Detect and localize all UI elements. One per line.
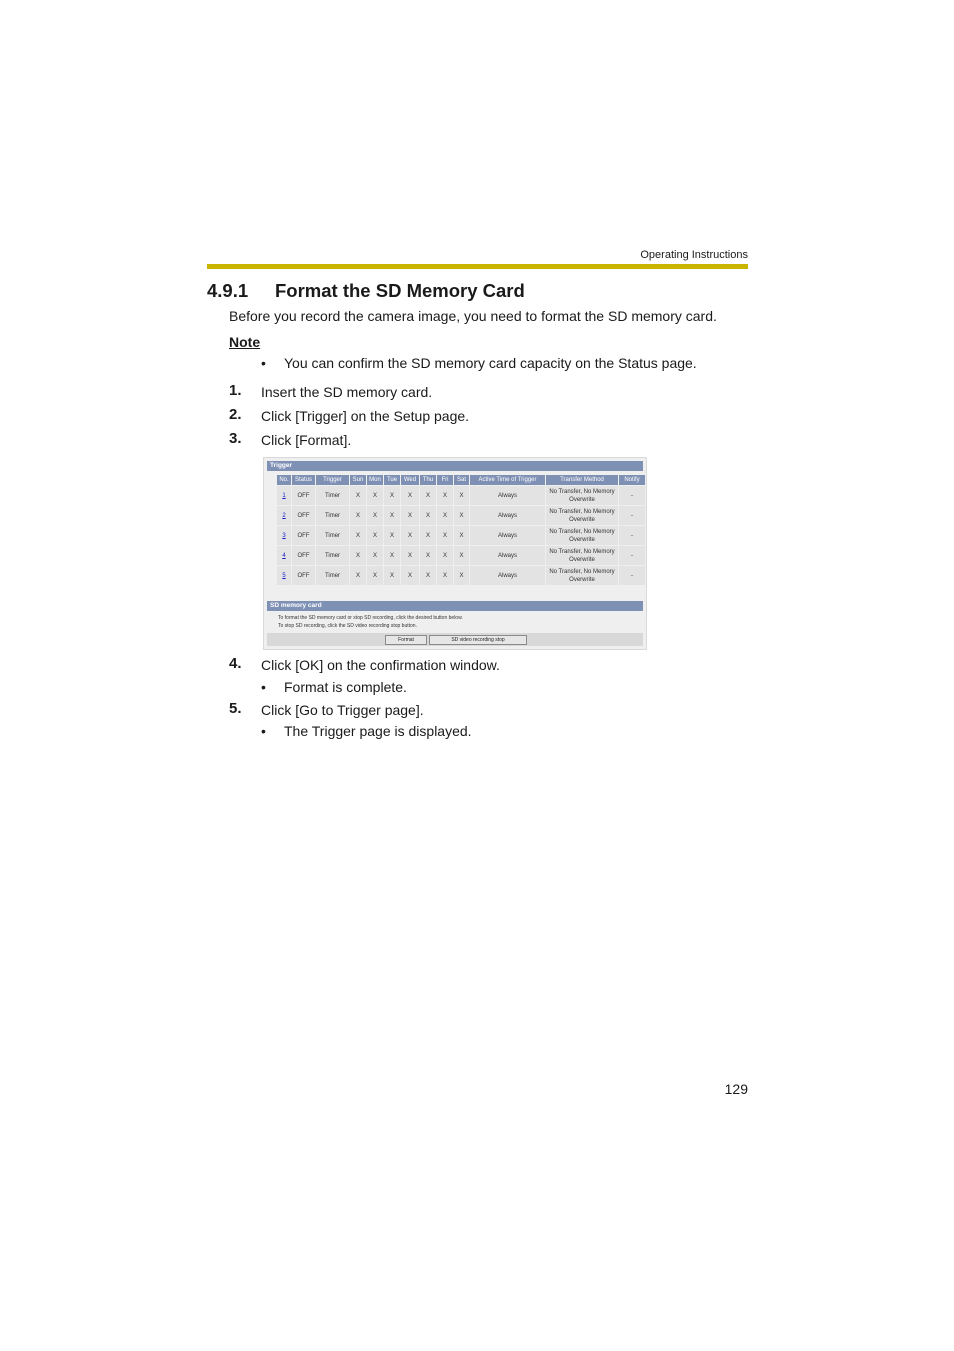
table-cell: X [454, 546, 469, 565]
col-header: Sat [454, 475, 469, 485]
table-cell: X [401, 546, 419, 565]
table-cell: X [401, 526, 419, 545]
trigger-number-link[interactable]: 5 [277, 566, 291, 585]
table-cell: X [367, 486, 383, 505]
col-header: Thu [420, 475, 436, 485]
trigger-table [276, 474, 646, 586]
table-cell: Timer [316, 506, 349, 525]
table-cell: X [384, 526, 400, 545]
step-4-number: 4. [229, 655, 242, 672]
table-row [277, 546, 645, 565]
table-cell: Timer [316, 546, 349, 565]
step-3-number: 3. [229, 430, 242, 447]
trigger-page-screenshot [263, 457, 647, 650]
table-cell: OFF [292, 566, 315, 585]
table-cell: X [437, 546, 453, 565]
table-cell: X [350, 546, 366, 565]
table-cell: X [401, 506, 419, 525]
bullet-dot: • [261, 679, 266, 695]
table-cell: X [437, 566, 453, 585]
table-cell: X [454, 566, 469, 585]
table-cell: X [401, 486, 419, 505]
table-cell: Timer [316, 486, 349, 505]
step-2-number: 2. [229, 406, 242, 423]
sd-instruction-line-1: To format the SD memory card or stop SD recording, click the desired button below. [278, 615, 463, 621]
table-cell: - [619, 566, 645, 585]
step-5-number: 5. [229, 700, 242, 717]
table-cell: X [367, 506, 383, 525]
step-5-text: Click [Go to Trigger page]. [261, 702, 424, 718]
table-cell: X [384, 546, 400, 565]
table-row [277, 486, 645, 505]
col-header: Fri [437, 475, 453, 485]
table-cell: X [384, 566, 400, 585]
table-cell: X [420, 506, 436, 525]
table-cell: X [367, 566, 383, 585]
table-cell: Always [470, 486, 545, 505]
table-cell: X [367, 526, 383, 545]
table-cell: No Transfer, No Memory Overwrite [546, 506, 618, 525]
table-cell: X [350, 506, 366, 525]
table-cell: X [437, 526, 453, 545]
step-5-bullet-text: The Trigger page is displayed. [284, 723, 472, 739]
table-cell: - [619, 486, 645, 505]
col-header: Status [292, 475, 315, 485]
bullet-dot: • [261, 723, 266, 739]
page-number: 129 [724, 1081, 748, 1097]
col-header: Sun [350, 475, 366, 485]
col-header: Active Time of Trigger [470, 475, 545, 485]
table-cell: Always [470, 526, 545, 545]
col-header: Trigger [316, 475, 349, 485]
step-2-text: Click [Trigger] on the Setup page. [261, 408, 470, 424]
trigger-number-link[interactable]: 2 [277, 506, 291, 525]
table-cell: X [384, 506, 400, 525]
table-cell: X [437, 486, 453, 505]
table-row [277, 526, 645, 545]
section-number: 4.9.1 [207, 280, 249, 301]
col-header: Transfer Method [546, 475, 618, 485]
table-cell: X [420, 486, 436, 505]
section-title [207, 280, 525, 302]
table-cell: X [350, 566, 366, 585]
table-cell: X [384, 486, 400, 505]
table-cell: - [619, 546, 645, 565]
section-title-text: Format the SD Memory Card [275, 280, 525, 301]
trigger-table-header [277, 475, 645, 485]
table-cell: X [420, 566, 436, 585]
table-cell: X [350, 526, 366, 545]
table-cell: X [350, 486, 366, 505]
col-header: Tue [384, 475, 400, 485]
table-cell: No Transfer, No Memory Overwrite [546, 566, 618, 585]
table-cell: OFF [292, 486, 315, 505]
trigger-header-bar: Trigger [267, 461, 643, 471]
table-row [277, 506, 645, 525]
note-bullet-text: You can confirm the SD memory card capacity on the Status page. [284, 355, 697, 371]
sd-instruction-line-2: To stop SD recording, click the SD video recording stop button. [278, 623, 417, 629]
intro-paragraph: Before you record the camera image, you need to format the SD memory card. [229, 308, 717, 324]
step-1-number: 1. [229, 382, 242, 399]
step-3-text: Click [Format]. [261, 432, 352, 448]
table-cell: X [437, 506, 453, 525]
step-4-text: Click [OK] on the confirmation window. [261, 657, 500, 673]
format-button[interactable]: Format [385, 635, 427, 645]
table-cell: Always [470, 546, 545, 565]
trigger-number-link[interactable]: 4 [277, 546, 291, 565]
table-cell: X [454, 526, 469, 545]
sd-recording-stop-button[interactable]: SD video recording stop [429, 635, 527, 645]
table-cell: Always [470, 506, 545, 525]
trigger-number-link[interactable]: 1 [277, 486, 291, 505]
table-cell: X [420, 546, 436, 565]
sd-button-row [267, 633, 643, 646]
running-header: Operating Instructions [640, 249, 748, 261]
trigger-number-link[interactable]: 3 [277, 526, 291, 545]
table-cell: Timer [316, 566, 349, 585]
col-header: No. [277, 475, 291, 485]
table-cell: X [367, 546, 383, 565]
table-cell: No Transfer, No Memory Overwrite [546, 546, 618, 565]
col-header: Notify [619, 475, 645, 485]
col-header: Mon [367, 475, 383, 485]
table-cell: No Transfer, No Memory Overwrite [546, 486, 618, 505]
note-label: Note [229, 334, 261, 350]
table-cell: X [454, 506, 469, 525]
table-row [277, 566, 645, 585]
col-header: Wed [401, 475, 419, 485]
sd-card-header-bar: SD memory card [267, 601, 643, 611]
table-cell: - [619, 526, 645, 545]
table-cell: X [454, 486, 469, 505]
table-cell: OFF [292, 526, 315, 545]
table-cell: OFF [292, 506, 315, 525]
step-1-text: Insert the SD memory card. [261, 384, 433, 400]
step-4-bullet-text: Format is complete. [284, 679, 407, 695]
table-cell: X [401, 566, 419, 585]
table-cell: Always [470, 566, 545, 585]
table-cell: X [420, 526, 436, 545]
table-cell: No Transfer, No Memory Overwrite [546, 526, 618, 545]
table-cell: Timer [316, 526, 349, 545]
table-cell: - [619, 506, 645, 525]
bullet-dot: • [261, 355, 266, 371]
table-cell: OFF [292, 546, 315, 565]
header-rule [207, 264, 748, 269]
